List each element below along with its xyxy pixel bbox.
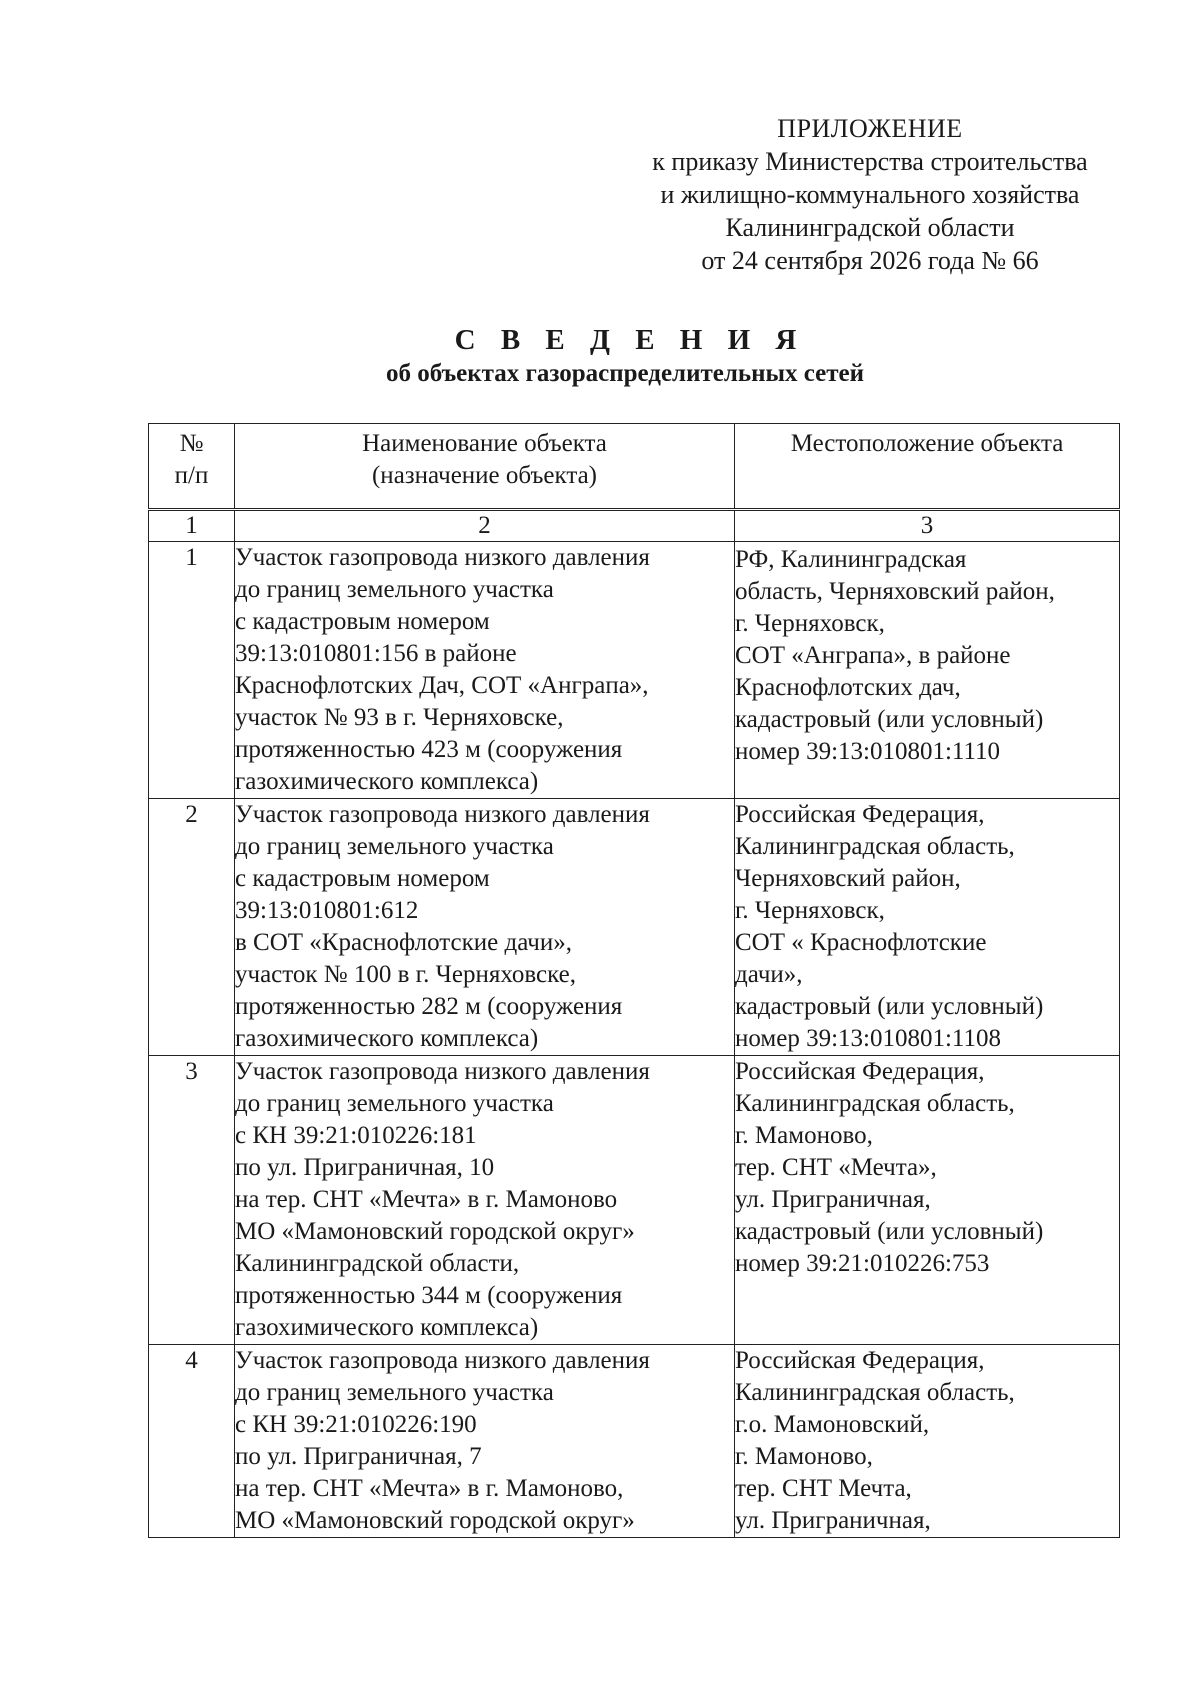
object-name-line: Участок газопровода низкого давления — [235, 1058, 650, 1085]
appendix-line: Калининградской области — [725, 213, 1015, 242]
object-location-cell — [735, 1056, 1120, 1345]
object-location-line: кадастровый (или условный) — [735, 1218, 1044, 1245]
header-num-line: п/п — [174, 462, 209, 489]
document-subtitle: об объектах газораспределительных сетей — [385, 360, 865, 387]
object-name-cell — [235, 799, 735, 1056]
object-name-line: Краснофлотских Дач, СОТ «Ангрaпа», — [235, 672, 649, 699]
object-name-line: Калининградской области, — [235, 1250, 520, 1277]
object-name-line: на тер. СНТ «Мечта» в г. Мамоново — [235, 1186, 618, 1213]
object-location-line: Российская Федерация, — [735, 801, 985, 828]
object-location-line: номер 39:13:010801:1108 — [735, 1025, 1001, 1052]
object-name-line: до границ земельного участка — [235, 833, 554, 860]
object-name-line: газохимического комплекса) — [235, 1025, 539, 1052]
object-name-line: по ул. Приграничная, 7 — [235, 1443, 482, 1470]
object-name-line: протяженностью 282 м (сооружения — [235, 993, 623, 1020]
object-location-line: кадастровый (или условный) — [735, 993, 1044, 1020]
object-location-line: г. Черняховск, — [735, 897, 885, 924]
object-location-line: Калининградская область, — [735, 1090, 1015, 1117]
object-location-line: г. Черняховск, — [735, 610, 885, 637]
object-location-line: г.о. Мамоновский, — [735, 1411, 930, 1438]
header-name-line: Наименование объекта — [362, 430, 607, 457]
object-location-cell — [735, 1345, 1120, 1538]
object-location-cell — [735, 542, 1120, 799]
object-name-line: 39:13:010801:156 в районе — [235, 640, 517, 667]
column-number: 3 — [735, 510, 1120, 542]
appendix-line: от 24 сентября 2026 года № 66 — [701, 246, 1039, 275]
object-location-line: г. Мамоново, — [735, 1443, 873, 1470]
object-name-line: до границ земельного участка — [235, 1379, 554, 1406]
header-name — [235, 424, 735, 510]
table-row — [149, 799, 1120, 1056]
object-location-line: СОТ « Краснофлотские — [735, 929, 987, 956]
table-row — [149, 1345, 1120, 1538]
object-name-cell — [235, 1345, 735, 1538]
object-location-line: номер 39:21:010226:753 — [735, 1250, 990, 1277]
object-name-line: с кадастровым номером — [235, 608, 490, 635]
object-name-line: МО «Мамоновский городской округ» — [235, 1507, 635, 1534]
row-number: 2 — [149, 799, 235, 1056]
document-heading — [0, 322, 1200, 390]
object-location-line: ул. Приграничная, — [735, 1507, 931, 1534]
object-name-line: до границ земельного участка — [235, 1090, 554, 1117]
object-location-line: дачи», — [735, 961, 803, 988]
object-name-line: протяженностью 423 м (сооружения — [235, 736, 623, 763]
object-name-cell — [235, 1056, 735, 1345]
object-location-line: Калининградская область, — [735, 833, 1015, 860]
row-number: 1 — [149, 542, 235, 799]
header-name-line: (назначение объекта) — [371, 462, 597, 489]
object-location-line: ул. Приграничная, — [735, 1186, 931, 1213]
object-name-line: Участок газопровода низкого давления — [235, 1347, 650, 1374]
object-location-line: область, Черняховский район, — [735, 578, 1055, 605]
appendix-block — [620, 112, 1120, 277]
object-name-line: участок № 93 в г. Черняховске, — [235, 704, 564, 731]
object-name-line: с КН 39:21:010226:181 — [235, 1122, 477, 1149]
object-name-cell — [235, 542, 735, 799]
column-number: 2 — [235, 510, 735, 542]
object-location-line: кадастровый (или условный) — [735, 706, 1044, 733]
object-name-line: Участок газопровода низкого давления — [235, 544, 650, 571]
object-location-line: номер 39:13:010801:1110 — [735, 738, 1001, 765]
table-row — [149, 542, 1120, 799]
header-num — [149, 424, 235, 510]
object-name-line: в СОТ «Краснофлотские дачи», — [235, 929, 572, 956]
document-title: С В Е Д Е Н И Я — [454, 324, 806, 356]
object-location-line: Российская Федерация, — [735, 1058, 985, 1085]
object-name-line: 39:13:010801:612 — [235, 897, 419, 924]
column-number-row — [149, 510, 1120, 542]
header-location — [735, 424, 1120, 510]
object-name-line: газохимического комплекса) — [235, 768, 539, 795]
object-name-line: на тер. СНТ «Мечта» в г. Мамоново, — [235, 1475, 624, 1502]
object-name-line: газохимического комплекса) — [235, 1314, 539, 1341]
object-name-line: участок № 100 в г. Черняховске, — [235, 961, 576, 988]
appendix-line: и жилищно-коммунального хозяйства — [660, 180, 1080, 209]
object-location-line: г. Мамоново, — [735, 1122, 873, 1149]
object-location-line: Калининградская область, — [735, 1379, 1015, 1406]
column-number: 1 — [149, 510, 235, 542]
header-location-line: Местоположение объекта — [790, 430, 1064, 457]
appendix-line: к приказу Министерства строительства — [652, 147, 1088, 176]
object-name-line: Участок газопровода низкого давления — [235, 801, 650, 828]
object-location-line: РФ, Калининградская — [735, 546, 967, 573]
table-header-row — [149, 424, 1120, 510]
table-row — [149, 1056, 1120, 1345]
object-name-line: с кадастровым номером — [235, 865, 490, 892]
object-location-line: тер. СНТ «Мечта», — [735, 1154, 937, 1181]
object-name-line: с КН 39:21:010226:190 — [235, 1411, 477, 1438]
row-number: 3 — [149, 1056, 235, 1345]
object-name-line: протяженностью 344 м (сооружения — [235, 1282, 623, 1309]
row-number: 4 — [149, 1345, 235, 1538]
object-location-line: Российская Федерация, — [735, 1347, 985, 1374]
header-num-line: № — [179, 430, 204, 457]
objects-table — [148, 423, 1120, 1538]
object-location-line: Черняховский район, — [735, 865, 961, 892]
object-location-line: тер. СНТ Мечта, — [735, 1475, 912, 1502]
object-name-line: до границ земельного участка — [235, 576, 554, 603]
object-location-cell — [735, 799, 1120, 1056]
object-name-line: МО «Мамоновский городской округ» — [235, 1218, 635, 1245]
object-name-line: по ул. Приграничная, 10 — [235, 1154, 495, 1181]
object-location-line: СОТ «Ангрaпа», в районе — [735, 642, 1011, 669]
appendix-title: ПРИЛОЖЕНИЕ — [777, 114, 963, 143]
object-location-line: Краснофлотских дач, — [735, 674, 961, 701]
